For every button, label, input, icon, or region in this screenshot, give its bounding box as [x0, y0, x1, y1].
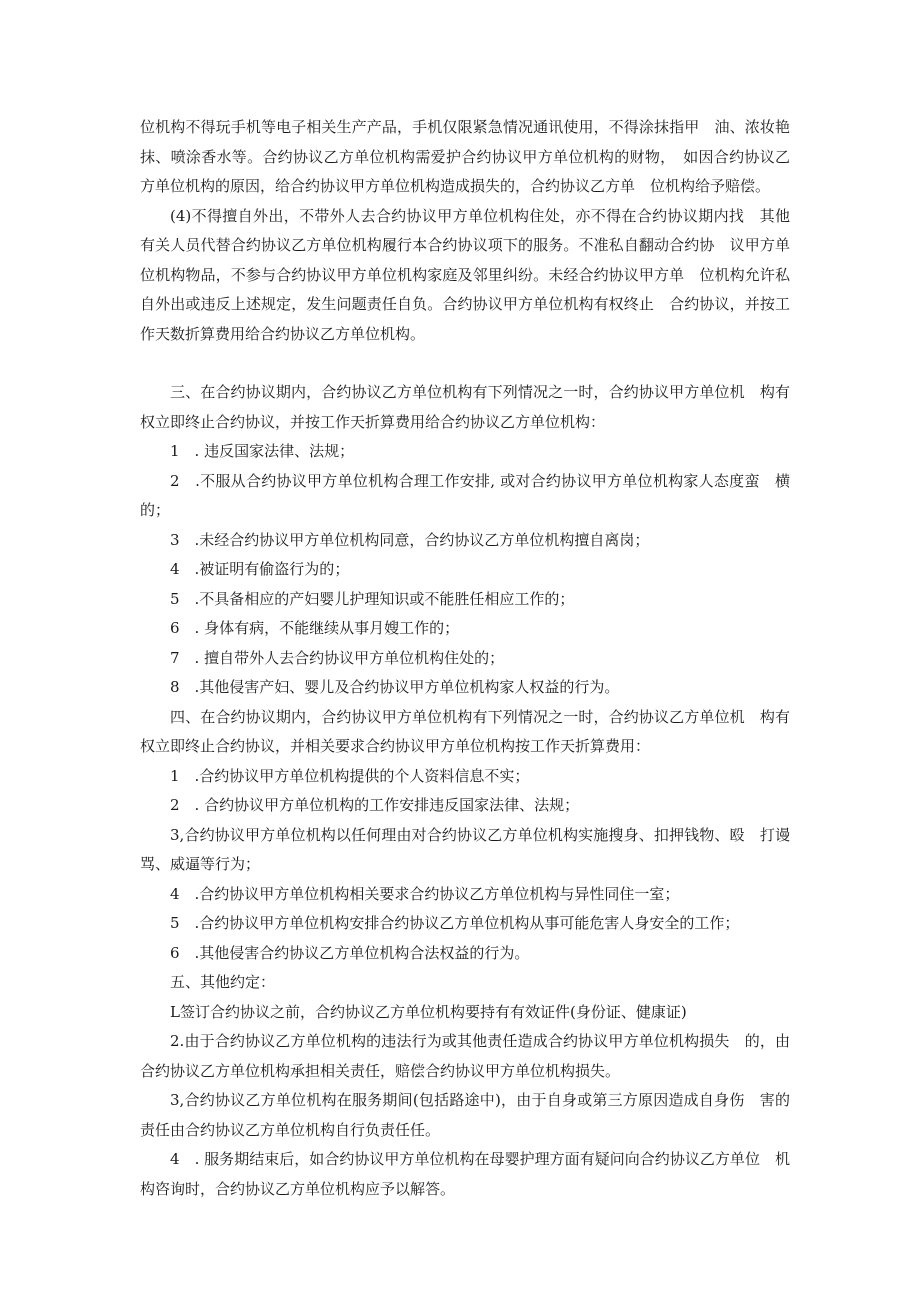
- section-3-item-3: 3 .未经合约协议甲方单位机构同意，合约协议乙方单位机构擅自离岗；: [170, 530, 650, 549]
- section-4-heading: 四、在合约协议期内，合约协议甲方单位机构有下列情况之一时，合约协议乙方单位机 构有权立即终止合约协议，并相关要求合约协议甲方单位机构按工作天折算费用：: [140, 707, 790, 755]
- section-3-item-1: 1 . 违反国家法律、法规；: [170, 442, 355, 460]
- section-gap: [140, 349, 790, 378]
- section-5-heading: 五、其他约定：: [170, 973, 276, 991]
- section-4-item-2: 2 . 合约协议甲方单位机构的工作安排违反国家法律、法规；: [170, 796, 580, 814]
- section-4-item-4: 4 .合约协议甲方单位机构相关要求合约协议乙方单位机构与异性同住一室；: [170, 884, 680, 903]
- section-5-item-4: 4 . 服务期结束后，如合约协议甲方单位机构在母婴护理方面有疑问向合约协议乙方单位 机构咨询时，合约协议乙方单位机构应予以解答。: [140, 1150, 790, 1198]
- section-3-item-8: 8 .其他侵害产妇、婴儿及合约协议甲方单位机构家人权益的行为。: [170, 678, 620, 696]
- section-3-item-7: 7 . 擅自带外人去合约协议甲方单位机构住处的；: [170, 648, 505, 667]
- section-4-item-6: 6 .其他侵害合约协议乙方单位机构合法权益的行为。: [170, 943, 530, 962]
- section-5-item-2: 2.由于合约协议乙方单位机构的违法行为或其他责任造成合约协议甲方单位机构损失 的，由合约协议乙方单位机构承担相关责任，赔偿合约协议甲方单位机构损失。: [140, 1032, 790, 1080]
- section-3-item-4: 4 .被证明有偷盗行为的；: [170, 560, 350, 578]
- section-3-item-5: 5 .不具备相应的产妇婴儿护理知识或不能胜任相应工作的；: [170, 589, 575, 608]
- section-5-item-3: 3,合约协议乙方单位机构在服务期间(包括路途中)，由于自身或第三方原因造成自身伤 害的责任由合约协议乙方单位机构自行负责任任。: [140, 1091, 790, 1139]
- section-5-item-1: L签订合约协议之前，合约协议乙方单位机构要持有有效证件(身份证、健康证): [170, 1002, 687, 1021]
- section-4-item-5: 5 .合约协议甲方单位机构安排合约协议乙方单位机构从事可能危害人身安全的工作；: [170, 914, 740, 932]
- section-4-item-1: 1 .合约协议甲方单位机构提供的个人资料信息不实；: [170, 766, 530, 785]
- section-3-item-2: 2 .不服从合约协议甲方单位机构合理工作安排, 或对合约协议甲方单位机构家人态度蛮 横的；: [140, 471, 790, 519]
- document-body: [140, 113, 790, 1204]
- section-3-heading: 三、在合约协议期内，合约协议乙方单位机构有下列情况之一时，合约协议甲方单位机 构有权立即终止合约协议，并按工作天折算费用给合约协议乙方单位机构：: [140, 383, 790, 431]
- paragraph-continuation: 位机构不得玩手机等电子相关生产产品，手机仅限紧急情况通讯使用，不得涂抹指甲 油、浓妆艳抹、喷涂香水等。合约协议乙方单位机构需爱护合约协议甲方单位机构的财物， 如因合约协议乙方单位机构的原因，给合约协议甲方单位机构造成损失的，合约协议乙方单 位机构给予赔偿。: [140, 118, 790, 195]
- paragraph-clause-4: (4)不得擅自外出，不带外人去合约协议甲方单位机构住处，亦不得在合约协议期内找 其他有关人员代替合约协议乙方单位机构履行本合约协议项下的服务。不准私自翻动合约协 议甲方单位机构物品，不参与合约协议甲方单位机构家庭及邻里纠纷。未经合约协议甲方单 位机构允许私自外出或违反上述规定，发生问题责任自负。合约协议甲方单位机构有权终止 合约协议，并按工作天数折算费用给合约协议乙方单位机构。: [140, 206, 790, 343]
- section-3-item-6: 6 . 身体有病，不能继续从事月嫂工作的；: [170, 619, 460, 637]
- section-4-item-3: 3,合约协议甲方单位机构以任何理由对合约协议乙方单位机构实施搜身、扣押钱物、殴 打谩骂、威逼等行为；: [140, 825, 790, 873]
